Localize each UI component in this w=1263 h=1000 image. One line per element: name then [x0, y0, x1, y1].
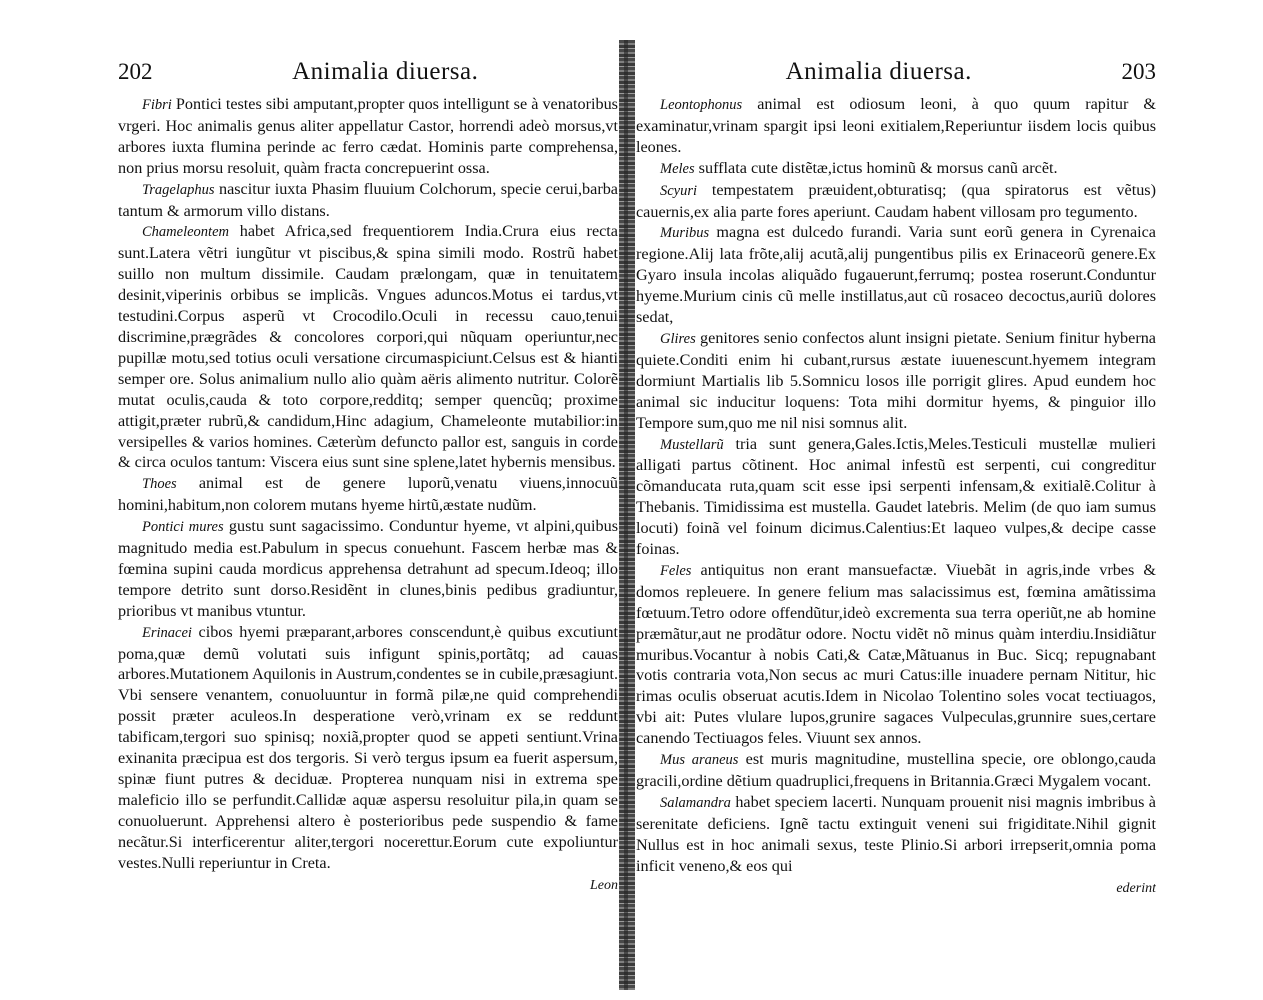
paragraph-body: nascitur iuxta Phasim fluuium Colchorum, specie cerui,barba tantum & armorum villo distans. [118, 179, 618, 220]
right-folio-number: 203 [1121, 59, 1156, 84]
paragraph-lemma: Salamandra [660, 794, 731, 811]
paragraph-body: Pontici testes sibi amputant,propter quos intelligunt se à venatoribus vrgeri. Hoc animalis genus aliter appellatur Castor, horrendi adeò morsus,vt arbores iuxta flumina perinde ac ferro cædat. Hominis parte comprehensa, non prius morsu resoluit, quàm fracta concrepuerint ossa. [118, 95, 618, 177]
paragraph-lemma: Mus araneus [660, 752, 739, 769]
right-running-head: Animalia diuersa. [785, 58, 972, 85]
paragraph-lemma: Chameleontem [142, 224, 229, 241]
paragraph-lemma: Scyuri [660, 182, 698, 199]
paragraph-lemma: Feles [660, 562, 692, 579]
paragraph [636, 434, 1156, 560]
paragraph [636, 180, 1156, 223]
paragraph-lemma: Leontophonus [660, 97, 743, 113]
right-page-header [636, 52, 1156, 92]
paragraph [118, 473, 618, 516]
paragraph-body: genitores senio confectos alunt insigni pietate. Senium finitur hyberna quiete.Conditi enim hi cubant,rursus æstate iuuenescunt.hyemem integram dormiunt Martialis lib 5.Somnicu losos ille porrigit glires. Apud eundem hoc animal sic inducitur loquens: Tota mihi dormitur hyems, & pinguior illo Tempore sum,quo me nil nisi somnus alit. [636, 328, 1156, 432]
binding-gutter [619, 40, 635, 990]
paragraph-body: animal est de genere luporũ,venatu viuens,innocuũ homini,habitum,non colorem mutans hyeme hirtũ,æstate nudũm. [118, 474, 618, 515]
left-folio-number: 202 [118, 59, 153, 84]
right-page-text [636, 94, 1156, 899]
paragraph [636, 328, 1156, 434]
paragraph-lemma: Tragelaphus [142, 181, 215, 198]
paragraph-body: cibos hyemi præparant,arbores conscendunt,è quibus excutiunt poma,quæ demũ volutati suis infigunt spinis,portãtq; ad cauas arbores.Mutationem Aquilonis in Austrum,condentes se in cubile,præsagiunt. Vbi sensere venantem, conuoluuntur in formã pilæ,ne quid comprehendi possit præter aculeos.In desperatione verò,vrinam ex se reddunt tabificam,tergori suo spinisq; noxiã,propter quod se appeti sentiunt.Vrina exinanita præcipua est dos tergoris. Si verò tergus ipsum ea fuerit aspersum, spinæ fiunt putres & deciduæ. Propterea nunquam nisi in extrema spe maleficio illo se perfundit.Callidæ aquæ aspersu resoluitur pila,in quam se conuoluerunt. Apprehensi altero è posterioribus pede suspendio & fame necãtur.Si interficerentur aliter,tergori nocerettur.Eorum cute expoliuntur vestes.Nulli reperiuntur in Creta. [118, 622, 618, 872]
paragraph-body: tempestatem præuident,obturatisq; (qua spiratorus est vẽtus) cauernis,ex alia parte fores aperiunt. Caudam habent villosam pro tegumento. [636, 180, 1156, 221]
paragraph-lemma: Mustellarũ [660, 436, 724, 453]
right-catchword: ederint [1116, 880, 1156, 896]
paragraph [636, 792, 1156, 877]
paragraph [636, 560, 1156, 749]
paragraph-lemma: Glires [660, 330, 696, 347]
paragraph-lemma: Meles [660, 160, 695, 177]
paragraph [118, 622, 618, 874]
paragraph-body: est muris magnitudine, mustellina specie, ore oblongo,cauda gracili,ordine dẽtium quadruplici,frequens in Britannia.Græci Mygalem vocant. [636, 750, 1156, 790]
paragraph-lemma: Fibri [142, 97, 172, 113]
paragraph-lemma: Erinacei [142, 624, 192, 641]
paragraph [118, 179, 618, 222]
paragraph-body: animal est odiosum leoni, à quo quum rapitur & examinatur,vrinam spargit ipsi leoni exitialem,Reperiuntur iisdem locis quibus leones. [636, 95, 1156, 156]
left-catchword: Leon [590, 877, 618, 893]
left-page [118, 52, 618, 982]
left-page-header [118, 52, 618, 92]
paragraph [636, 94, 1156, 158]
paragraph [118, 94, 618, 179]
paragraph-body: habet Africa,sed frequentiorem India.Crura eius recta sunt.Latera vẽtri iungũtur vt piscibus,& spina simili modo. Rostrũ habet suillo non multum dissimile. Caudam prælongam, quæ in tenuitatem desinit,viperinis orbibus se implicãs. Vngues aduncos.Motus ei tardus,vt testudini.Corpus asperũ vt Crocodilo.Oculi in recessu cauo,tenui discrimine,prægrãdes & concolores corpori,qui nũquam operiuntur,nec pupillæ motu,sed totius oculi versatione circumaspiciunt.Celsus est & hianti semper ore. Solus animalium nullo alio quàm aëris alimento nutritur. Colorẽ mutat oculis,cauda & toto corpore,redditq; semper quencũq; proxime attigit,præter rubrũ,& candidum,Hinc adagium, Chameleonte mutabilior:in versipelles & varios homines. Cæterùm defuncto pallor est, sanguis in corde & circa oculos tantum: Viscera eius sunt sine splene,latet hybernis mensibus. [118, 222, 618, 472]
left-running-head: Animalia diuersa. [292, 58, 479, 85]
paragraph-lemma: Muribus [660, 225, 710, 242]
paragraph-body: sufflata cute distẽtæ,ictus hominũ & morsus canũ arcẽt. [694, 158, 1058, 177]
paragraph-body: antiquitus non erant mansuefactæ. Viuebãt in agris,inde vrbes & domos repleuere. In genere felium mas salacissimus est, fœmina amãtissima fœtuum.Tetro odore offendũtur,ideò excrementa sua terra operiũt,ne ab homine præmãtur,aut ne prodãtur odore. Noctu vidẽt nõ minus quàm interdiu.Insidiãtur muribus.Vocantur à nobis Cati,& Catæ,Mãtuanus in Buc. Sicq; repugnabant votis contraria vota,Non secus ac muri Catus:ille inuadere pernam Nititur, hic rimas oculis obseruat acutis.Idem in Nicolao Tolentino soles vocat tectiuagos, vbi ait: Putes vlulare lupos,grunire sagaces Vulpeculas,grunnire sues,certare canendo Tectiuagos feles. Viuunt sex annos. [636, 560, 1156, 748]
paragraph [636, 222, 1156, 328]
paragraph-body: tria sunt genera,Gales.Ictis,Meles.Testiculi mustellæ mulieri alligati partus cõtinent. Hoc animal infestũ est serpenti, cui congreditur cõmanducata ruta,quam scit esse ipsi serpenti infensam,& exitialẽ.Colitur à Thebanis. Timidissima est mustella. Gaudet latebris. Melim (de quo iam sumus locuti) foinã vel foinum dicimus.Calentius:Et laqueo vulpes,& decipe casse foinas. [636, 434, 1156, 559]
paragraph-body: gustu sunt sagacissimo. Conduntur hyeme, vt alpini,quibus magnitudo media est.Pabulum in specus conuehunt. Fascem herbæ mas & fœmina supini cauda mordicus apprehensa detrahunt ad specum.Ideoq; illo tempore detrito sunt dorso.Residẽnt in clunes,binis pedibus gradiuntur, prioribus vt manibus vtuntur. [118, 517, 618, 620]
paragraph-lemma: Pontici mures [142, 519, 224, 536]
paragraph [118, 516, 618, 622]
paragraph [118, 221, 618, 473]
paragraph-body: magna est dulcedo furandi. Varia sunt eorũ genera in Cyrenaica regione.Alij lata frõte,alij acutã,alij pungentibus pilis ex Erinaceorũ genere.Ex Gyaro insula incolas aliquãdo fugauerunt,ferrumq; postea roserunt.Conduntur hyeme.Murium cinis cũ melle instillatus,aut cũ rosaceo decoctus,auriũ dolores sedat, [636, 223, 1156, 327]
paragraph-lemma: Thoes [142, 476, 177, 493]
left-page-text [118, 94, 618, 896]
paragraph [636, 749, 1156, 792]
right-page [636, 52, 1156, 982]
paragraph [636, 158, 1156, 180]
paragraph-body: habet speciem lacerti. Nunquam prouenit nisi magnis imbribus à serenitate deficiens. Ignẽ tactu extinguit veneni sui frigiditate.Nihil gignit Nullus est in hoc animali sexus, teste Plinio.Si arbori irrepserit,omnia poma inficit veneno,& eos qui [636, 792, 1156, 875]
